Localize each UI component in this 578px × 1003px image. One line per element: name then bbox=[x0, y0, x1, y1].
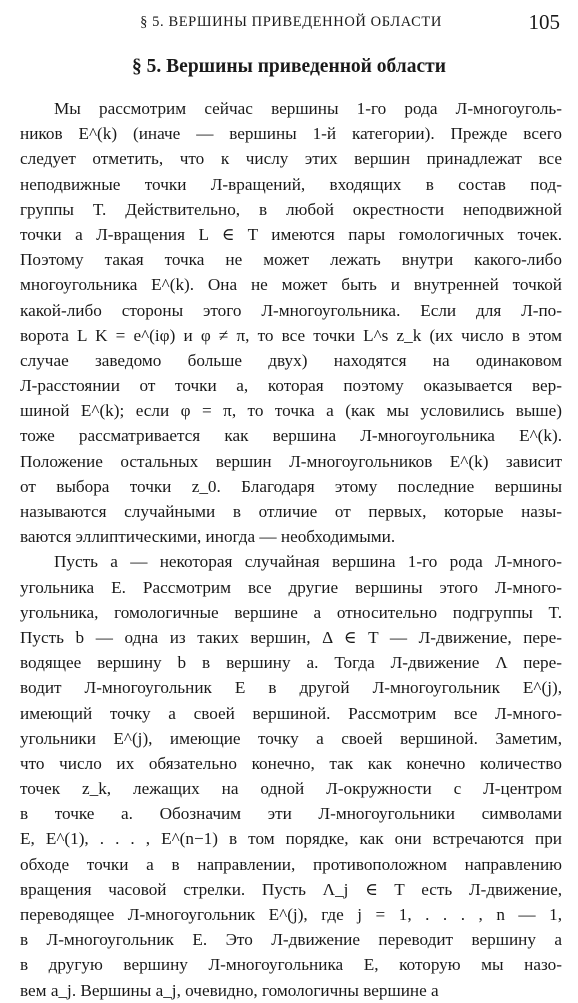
text-line: многоугольника E^(k). Она не может быть и внутренней точкой bbox=[20, 275, 562, 295]
text-line: точки a Л-вращения L ∈ T имеются пары гомологичных точек. bbox=[20, 224, 562, 244]
text-line: группы T. Действительно, в любой окрестности неподвижной bbox=[20, 199, 562, 219]
text-line: угольники E^(j), имеющие точку a своей вершиной. Заметим, bbox=[20, 728, 562, 748]
text-line: Пусть b — одна из таких вершин, Δ ∈ T — Л-движение, пере- bbox=[20, 627, 562, 647]
paragraph-2 bbox=[20, 549, 562, 1002]
text-line: угольника, гомологичные вершине a относительно подгруппы T. bbox=[20, 602, 562, 622]
text-line: в Л-многоугольник E. Это Л-движение переводит вершину a bbox=[20, 930, 562, 950]
body-text bbox=[20, 96, 562, 1003]
text-line: Поэтому такая точка не может лежать внутри какого-либо bbox=[20, 250, 562, 270]
running-title: § 5. ВЕРШИНЫ ПРИВЕДЕННОЙ ОБЛАСТИ bbox=[140, 14, 442, 30]
text-line: шиной E^(k); если φ = π, то точка a (как мы условились выше) bbox=[20, 401, 562, 421]
paragraph-1 bbox=[20, 96, 562, 549]
text-line: ваются эллиптическими, иногда — необходимыми. bbox=[20, 527, 396, 547]
text-line: Мы рассмотрим сейчас вершины 1-го рода Л-многоуголь- bbox=[54, 99, 562, 118]
text-line: водящее вершину b в вершину a. Тогда Л-движение Λ пере- bbox=[20, 653, 562, 673]
text-line: обходе точки a в направлении, противоположном направлению bbox=[20, 854, 562, 874]
text-line: тоже рассматривается как вершина Л-многоугольника E^(k). bbox=[20, 426, 562, 446]
text-line: угольника E. Рассмотрим все другие вершины этого Л-много- bbox=[20, 577, 562, 597]
text-line: имеющий точку a своей вершиной. Рассмотрим все Л-много- bbox=[20, 703, 562, 723]
text-line: вращения часовой стрелки. Пусть Λ_j ∈ T есть Л-движение, bbox=[20, 879, 562, 899]
text-line: в точке a. Обозначим эти Л-многоугольники символами bbox=[20, 804, 562, 824]
text-line: Л-расстоянии от точки a, которая поэтому оказывается вер- bbox=[20, 376, 562, 396]
text-line: E, E^(1), . . . , E^(n−1) в том порядке, как они встречаются при bbox=[20, 829, 562, 849]
text-line: случае заведомо больше двух) находятся на одинаковом bbox=[20, 350, 562, 370]
text-line: ворота L K = e^(iφ) и φ ≠ π, то все точки L^s z_k (их число в этом bbox=[20, 325, 562, 345]
text-line: переводящее Л-многоугольник E^(j), где j = 1, . . . , n — 1, bbox=[20, 905, 562, 924]
section-title: § 5. Вершины приведенной области bbox=[132, 56, 446, 77]
text-line: от выбора точки z_0. Благодаря этому последние вершины bbox=[20, 476, 562, 496]
text-line: вем a_j. Вершины a_j, очевидно, гомологичны вершине a bbox=[20, 980, 439, 1000]
text-line: какой-либо стороны этого Л-многоугольника. Если для Л-по- bbox=[20, 300, 562, 320]
text-line: точек z_k, лежащих на одной Л-окружности с Л-центром bbox=[20, 779, 562, 799]
text-line: Пусть a — некоторая случайная вершина 1-го рода Л-много- bbox=[54, 552, 562, 572]
text-line: Положение остальных вершин Л-многоугольников E^(k) зависит bbox=[20, 451, 562, 471]
text-line: водит Л-многоугольник E в другой Л-многоугольник E^(j), bbox=[20, 678, 562, 698]
text-line: называются случайными в отличие от первых, которые назы- bbox=[20, 502, 562, 521]
text-line: в другую вершину Л-многоугольника E, которую мы назо- bbox=[20, 955, 562, 975]
text-line: следует отметить, что к числу этих вершин принадлежат все bbox=[20, 149, 562, 169]
page-number: 105 bbox=[528, 10, 560, 34]
text-line: ников E^(k) (иначе — вершины 1-й категории). Прежде всего bbox=[20, 124, 562, 144]
running-head bbox=[20, 10, 562, 38]
text-line: неподвижные точки Л-вращений, входящих в состав под- bbox=[20, 174, 562, 194]
text-line: что число их обязательно конечно, так как конечно количество bbox=[20, 753, 562, 773]
